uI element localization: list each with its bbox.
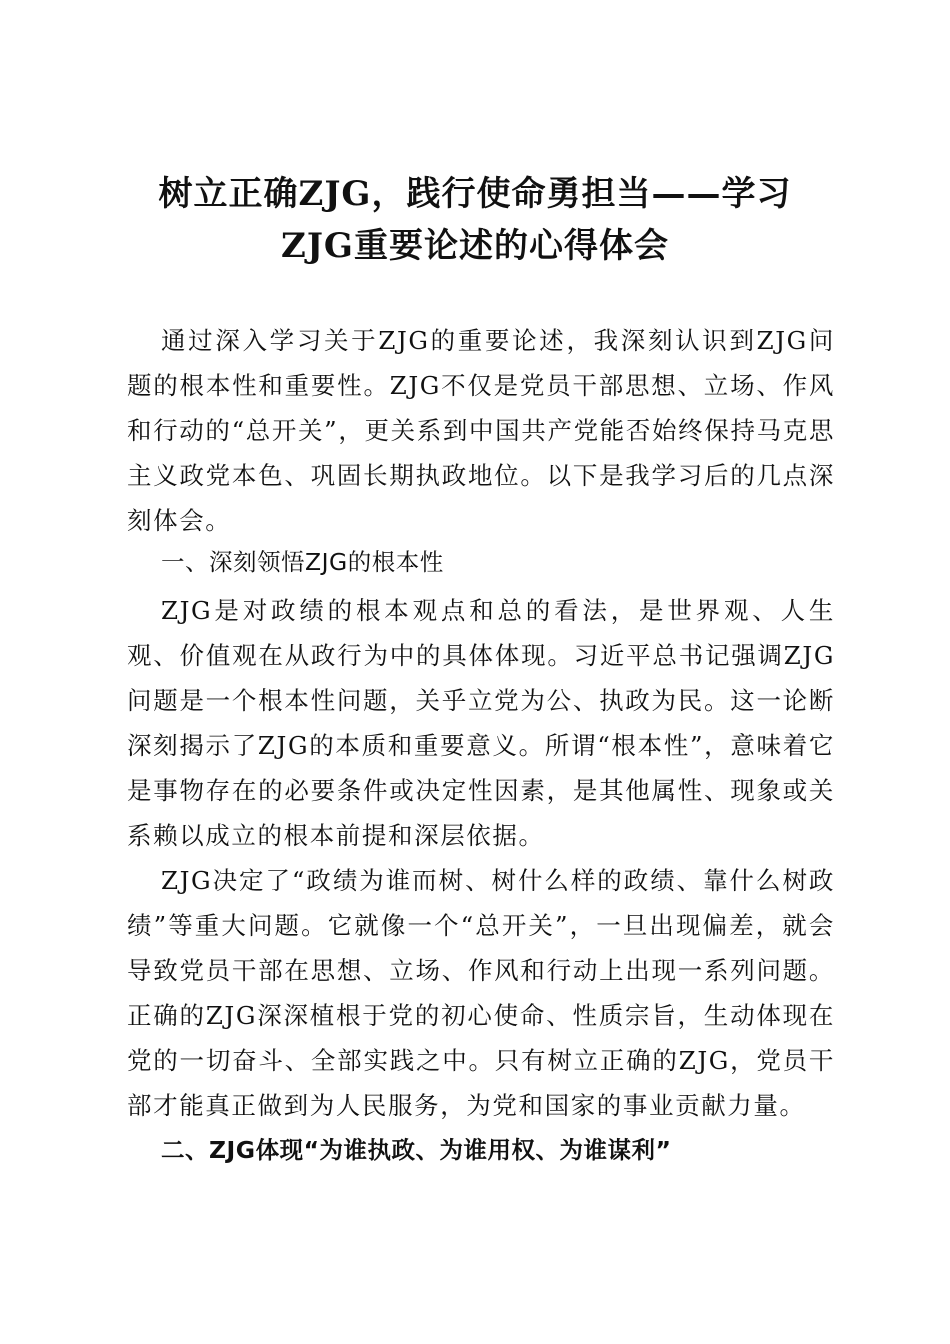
section-1-paragraph-2: ZJG决定了“政绩为谁而树、树什么样的政绩、靠什么树政绩”等重大问题。它就像一个“总开关”，一旦出现偏差，就会导致党员干部在思想、立场、作风和行动上出现一系列问题。正确的ZJG深深植根于党的初心使命、性质宗旨，生动体现在党的一切奋斗、全部实践之中。只有树立正确的ZJG，党员干部才能真正做到为人民服务，为党和国家的事业贡献力量。 (127, 866, 835, 1120)
intro-paragraph: 通过深入学习关于ZJG的重要论述，我深刻认识到ZJG问题的根本性和重要性。ZJG不仅是党员干部思想、立场、作风和行动的“总开关”，更关系到中国共产党能否始终保持马克思主义政党本色、巩固长期执政地位。以下是我学习后的几点深刻体会。 (127, 326, 835, 535)
section-2-heading: 二、ZJG体现“为谁执政、为谁用权、为谁谋利” (161, 1136, 672, 1164)
document-title-line-2: ZJG重要论述的心得体会 (281, 226, 669, 266)
section-1-heading: 一、深刻领悟ZJG的根本性 (161, 548, 444, 576)
document-title-line-1: 树立正确ZJG，践行使命勇担当——学习 (158, 174, 792, 214)
section-1-paragraph-1: ZJG是对政绩的根本观点和总的看法，是世界观、人生观、价值观在从政行为中的具体体现。习近平总书记强调ZJG问题是一个根本性问题，关乎立党为公、执政为民。这一论断深刻揭示了ZJG的本质和重要意义。所谓“根本性”，意味着它是事物存在的必要条件或决定性因素，是其他属性、现象或关系赖以成立的根本前提和深层依据。 (127, 596, 835, 850)
